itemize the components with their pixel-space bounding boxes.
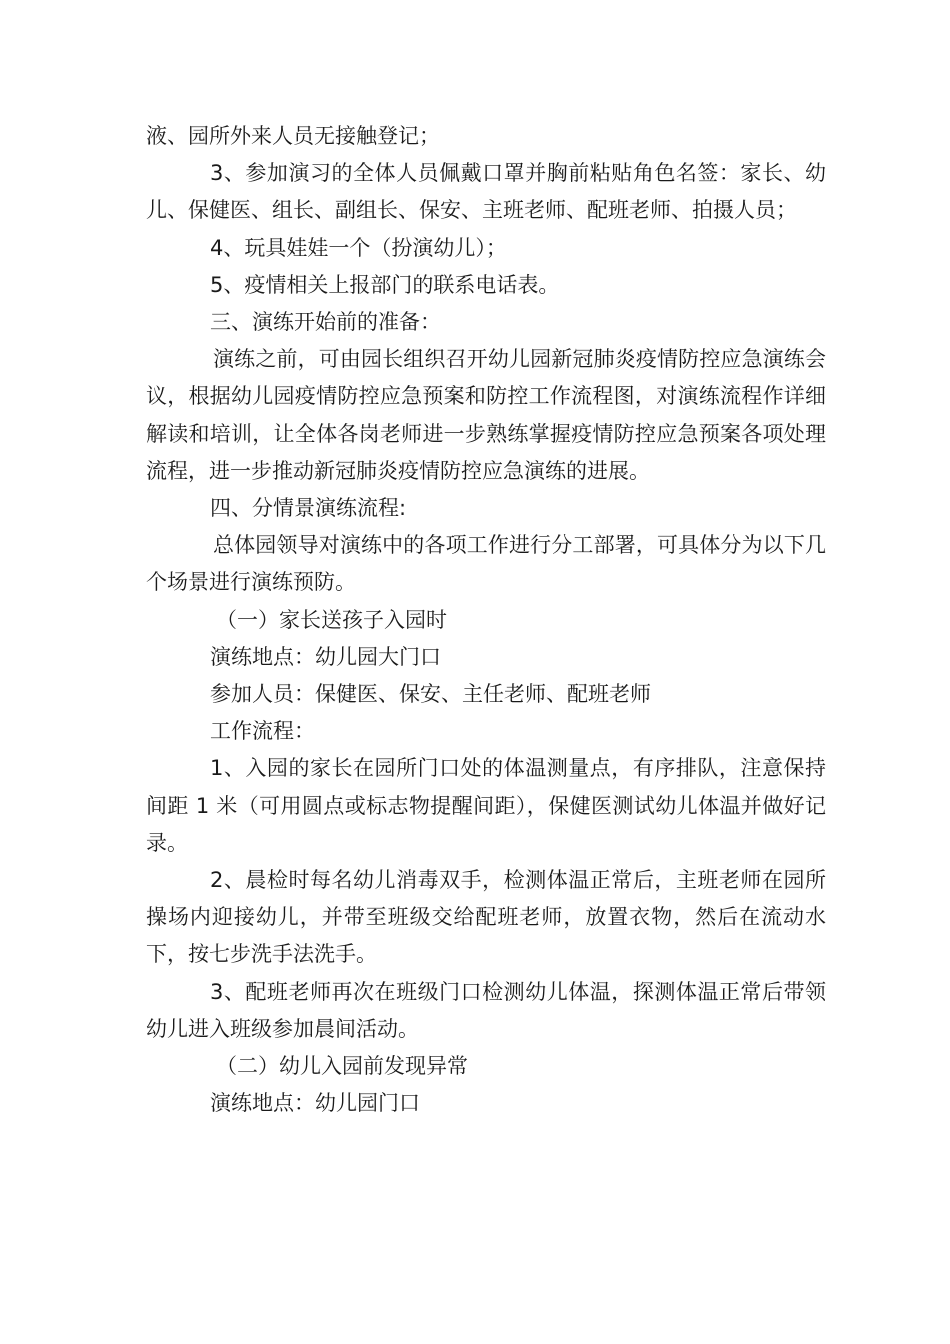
paragraph-1: 液、园所外来人员无接触登记； xyxy=(146,124,440,148)
scene-1-participants: 参加人员：保健医、保安、主任老师、配班老师 xyxy=(210,682,651,707)
scene-2-location: 演练地点：幼儿园门口 xyxy=(210,1091,420,1116)
paragraph-3: 4、玩具娃娃一个（扮演幼儿）； xyxy=(210,235,507,260)
scene-heading-1: （一）家长送孩子入园时 xyxy=(216,607,447,632)
workflow-step-1: 1、入园的家长在园所门口处的体温测量点，有序排队，注意保持间距 1 米（可用圆点或标志物提醒间距），保健医测试幼儿体温并做好记录。 xyxy=(146,756,826,855)
document-body xyxy=(146,118,826,1122)
scene-1-location: 演练地点：幼儿园大门口 xyxy=(210,644,441,669)
workflow-step-3: 3、配班老师再次在班级门口检测幼儿体温，探测体温正常后带领幼儿进入班级参加晨间活动。 xyxy=(146,979,826,1041)
section-heading-3: 三、演练开始前的准备： xyxy=(210,310,441,335)
paragraph-4: 5、疫情相关上报部门的联系电话表。 xyxy=(210,272,560,297)
paragraph-2: 3、参加演习的全体人员佩戴口罩并胸前粘贴角色名签：家长、幼儿、保健医、组长、副组长、保安、主班老师、配班老师、拍摄人员； xyxy=(146,161,826,223)
paragraph-5: 演练之前，可由园长组织召开幼儿园新冠肺炎疫情防控应急演练会议，根据幼儿园疫情防控应急预案和防控工作流程图，对演练流程作详细解读和培训，让全体各岗老师进一步熟练掌握疫情防控应急预案各项处理流程，进一步推动新冠肺炎疫情防控应急演练的进展。 xyxy=(146,347,826,483)
workflow-step-2: 2、晨检时每名幼儿消毒双手，检测体温正常后，主班老师在园所操场内迎接幼儿，并带至班级交给配班老师，放置衣物，然后在流动水下，按七步洗手法洗手。 xyxy=(146,868,826,967)
scene-1-workflow-label: 工作流程： xyxy=(210,719,315,744)
paragraph-6: 总体园领导对演练中的各项工作进行分工部署，可具体分为以下几个场景进行演练预防。 xyxy=(146,533,826,595)
scene-heading-2: （二）幼儿入园前发现异常 xyxy=(216,1054,468,1079)
section-heading-4: 四、分情景演练流程: xyxy=(210,496,407,521)
